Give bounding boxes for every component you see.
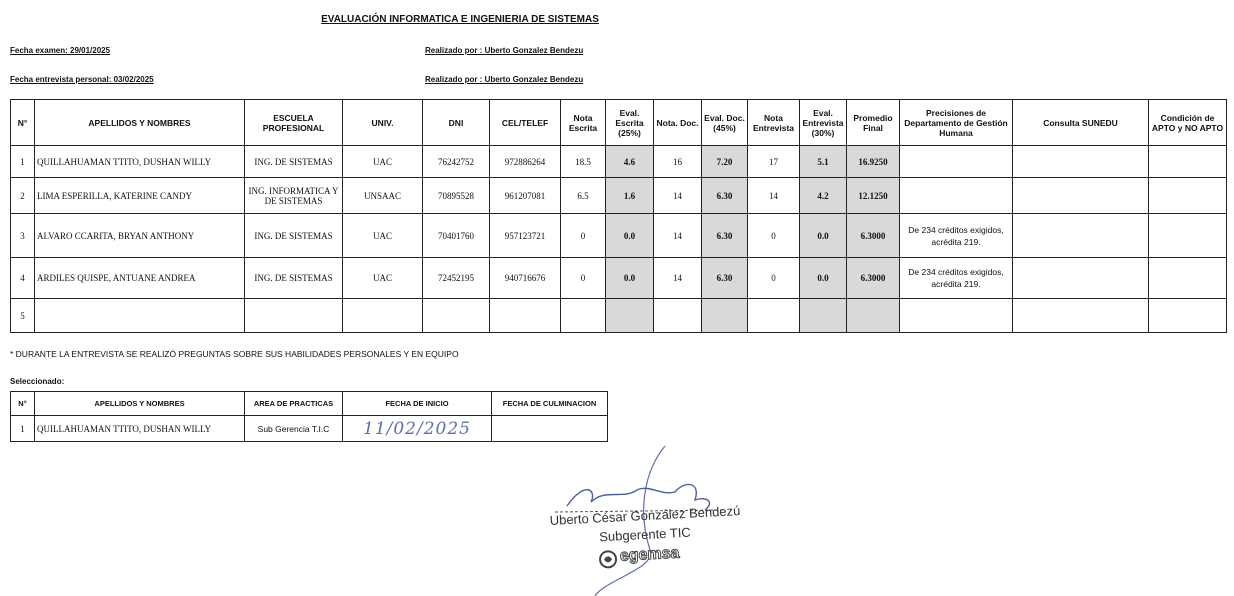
cell-nombres xyxy=(35,299,245,333)
cell-escuela: ING. DE SISTEMAS xyxy=(245,258,343,299)
signer-name: Uberto César González Bendezú xyxy=(549,503,741,528)
cell-univ: UAC xyxy=(343,258,423,299)
cell-dni xyxy=(423,299,490,333)
col-eval-entrevista: Eval. Entrevista (30%) xyxy=(800,100,847,146)
col-culminacion: FECHA DE CULMINACION xyxy=(492,392,608,416)
cell-condicion xyxy=(1149,178,1227,214)
cell-dni: 70401760 xyxy=(423,214,490,258)
logo-text: egemsa xyxy=(619,544,680,565)
cell-fecha-culminacion xyxy=(492,416,608,442)
cell-condicion xyxy=(1149,214,1227,258)
cell-nombres: QUILLAHUAMAN TTITO, DUSHAN WILLY xyxy=(35,146,245,178)
col-escuela: ESCUELA PROFESIONAL xyxy=(245,100,343,146)
col-eval-doc: Eval. Doc. (45%) xyxy=(702,100,748,146)
cell-sunedu xyxy=(1013,178,1149,214)
col-inicio: FECHA DE INICIO xyxy=(343,392,492,416)
logo-icon xyxy=(598,549,619,570)
cell-area: Sub Gerencia T.I.C xyxy=(245,416,343,442)
cell-nota-escrita: 6.5 xyxy=(561,178,606,214)
cell-eval-doc: 6.30 xyxy=(702,214,748,258)
interview-date: Fecha entrevista personal: 03/02/2025 xyxy=(10,75,154,84)
cell-eval-escrita xyxy=(606,299,654,333)
cell-nombres: ARDILES QUISPE, ANTUANE ANDREA xyxy=(35,258,245,299)
cell-eval-escrita: 0.0 xyxy=(606,214,654,258)
col-univ: UNIV. xyxy=(343,100,423,146)
cell-cel xyxy=(490,299,561,333)
cell-nota-entrevista xyxy=(748,299,800,333)
cell-promedio: 12.1250 xyxy=(847,178,900,214)
cell-eval-entrevista xyxy=(800,299,847,333)
col-nota-escrita: Nota Escrita xyxy=(561,100,606,146)
cell-eval-entrevista: 4.2 xyxy=(800,178,847,214)
table-row xyxy=(11,214,1227,258)
cell-precisiones xyxy=(900,146,1013,178)
cell-nota-doc: 14 xyxy=(654,178,702,214)
col-area: AREA DE PRACTICAS xyxy=(245,392,343,416)
cell-eval-entrevista: 5.1 xyxy=(800,146,847,178)
cell-promedio xyxy=(847,299,900,333)
cell-sunedu xyxy=(1013,214,1149,258)
cell-fecha-inicio: 11/02/2025 xyxy=(343,416,492,442)
exam-evaluator: Realizado por : Uberto Gonzalez Bendezu xyxy=(425,46,584,55)
cell-nota-entrevista: 0 xyxy=(748,258,800,299)
cell-eval-entrevista: 0.0 xyxy=(800,258,847,299)
cell-eval-escrita: 0.0 xyxy=(606,258,654,299)
cell-escuela: ING. INFORMATICA Y DE SISTEMAS xyxy=(245,178,343,214)
cell-condicion xyxy=(1149,258,1227,299)
col-promedio: Promedio Final xyxy=(847,100,900,146)
cell-condicion xyxy=(1149,146,1227,178)
cell-cel: 972886264 xyxy=(490,146,561,178)
cell-nota-doc: 16 xyxy=(654,146,702,178)
col-dni: DNI xyxy=(423,100,490,146)
table-header-row xyxy=(11,100,1227,146)
cell-escuela: ING. DE SISTEMAS xyxy=(245,214,343,258)
cell-promedio: 6.3000 xyxy=(847,258,900,299)
col-nota-entrevista: Nota Entrevista xyxy=(748,100,800,146)
cell-dni: 70895528 xyxy=(423,178,490,214)
cell-cel: 957123721 xyxy=(490,214,561,258)
cell-nota-escrita: 0 xyxy=(561,258,606,299)
cell-dni: 76242752 xyxy=(423,146,490,178)
cell-nombres: LIMA ESPERILLA, KATERINE CANDY xyxy=(35,178,245,214)
cell-n: 3 xyxy=(11,214,35,258)
cell-sunedu xyxy=(1013,146,1149,178)
cell-nota-escrita xyxy=(561,299,606,333)
document-title: EVALUACIÓN INFORMATICA E INGENIERIA DE SISTEMAS xyxy=(321,14,599,25)
cell-eval-doc: 7.20 xyxy=(702,146,748,178)
cell-nombres: QUILLAHUAMAN TTITO, DUSHAN WILLY xyxy=(35,416,245,442)
cell-univ xyxy=(343,299,423,333)
cell-n: 1 xyxy=(11,416,35,442)
cell-dni: 72452195 xyxy=(423,258,490,299)
cell-n: 2 xyxy=(11,178,35,214)
cell-eval-escrita: 1.6 xyxy=(606,178,654,214)
table-row xyxy=(11,299,1227,333)
cell-nota-escrita: 0 xyxy=(561,214,606,258)
col-nombres: APELLIDOS Y NOMBRES xyxy=(35,392,245,416)
col-cel: CEL/TELEF xyxy=(490,100,561,146)
interview-evaluator: Realizado por : Uberto Gonzalez Bendezu xyxy=(425,75,584,84)
cell-precisiones xyxy=(900,178,1013,214)
cell-n: 4 xyxy=(11,258,35,299)
cell-univ: UAC xyxy=(343,146,423,178)
cell-sunedu xyxy=(1013,299,1149,333)
col-nombres: APELLIDOS Y NOMBRES xyxy=(35,100,245,146)
cell-nota-doc: 14 xyxy=(654,258,702,299)
cell-eval-doc xyxy=(702,299,748,333)
selected-label: Seleccionado: xyxy=(10,377,65,386)
cell-cel: 961207081 xyxy=(490,178,561,214)
table-header-row xyxy=(11,392,608,416)
signer-role: Subgerente TIC xyxy=(598,524,692,545)
table-row xyxy=(11,178,1227,214)
cell-univ: UAC xyxy=(343,214,423,258)
cell-precisiones: De 234 créditos exigidos, acrédita 219. xyxy=(900,258,1013,299)
cell-nota-escrita: 18.5 xyxy=(561,146,606,178)
table-row xyxy=(11,258,1227,299)
cell-nota-doc: 14 xyxy=(654,214,702,258)
cell-promedio: 16.9250 xyxy=(847,146,900,178)
cell-escuela: ING. DE SISTEMAS xyxy=(245,146,343,178)
cell-n: 1 xyxy=(11,146,35,178)
evaluation-table xyxy=(10,99,1227,333)
cell-precisiones xyxy=(900,299,1013,333)
cell-precisiones: De 234 créditos exigidos, acrédita 219. xyxy=(900,214,1013,258)
col-n: N° xyxy=(11,392,35,416)
col-sunedu: Consulta SUNEDU xyxy=(1013,100,1149,146)
selected-table xyxy=(10,391,608,442)
cell-nombres: ALVARO CCARITA, BRYAN ANTHONY xyxy=(35,214,245,258)
cell-eval-doc: 6.30 xyxy=(702,258,748,299)
cell-sunedu xyxy=(1013,258,1149,299)
cell-condicion xyxy=(1149,299,1227,333)
cell-escuela xyxy=(245,299,343,333)
cell-eval-entrevista: 0.0 xyxy=(800,214,847,258)
col-eval-escrita: Eval. Escrita (25%) xyxy=(606,100,654,146)
cell-nota-entrevista: 17 xyxy=(748,146,800,178)
cell-nota-entrevista: 0 xyxy=(748,214,800,258)
col-condicion: Condición de APTO y NO APTO xyxy=(1149,100,1227,146)
cell-eval-doc: 6.30 xyxy=(702,178,748,214)
cell-univ: UNSAAC xyxy=(343,178,423,214)
cell-promedio: 6.3000 xyxy=(847,214,900,258)
col-precisiones: Precisiones de Departamento de Gestión Humana xyxy=(900,100,1013,146)
table-row xyxy=(11,416,608,442)
cell-eval-escrita: 4.6 xyxy=(606,146,654,178)
cell-nota-doc xyxy=(654,299,702,333)
exam-date: Fecha examen: 29/01/2025 xyxy=(10,46,111,55)
table-row xyxy=(11,146,1227,178)
interview-note: * DURANTE LA ENTREVISTA SE REALIZÓ PREGUNTAS SOBRE SUS HABILIDADES PERSONALES Y EN EQUIPO xyxy=(10,349,459,359)
cell-n: 5 xyxy=(11,299,35,333)
cell-cel: 940716676 xyxy=(490,258,561,299)
cell-nota-entrevista: 14 xyxy=(748,178,800,214)
col-nota-doc: Nota. Doc. xyxy=(654,100,702,146)
col-n: N° xyxy=(11,100,35,146)
